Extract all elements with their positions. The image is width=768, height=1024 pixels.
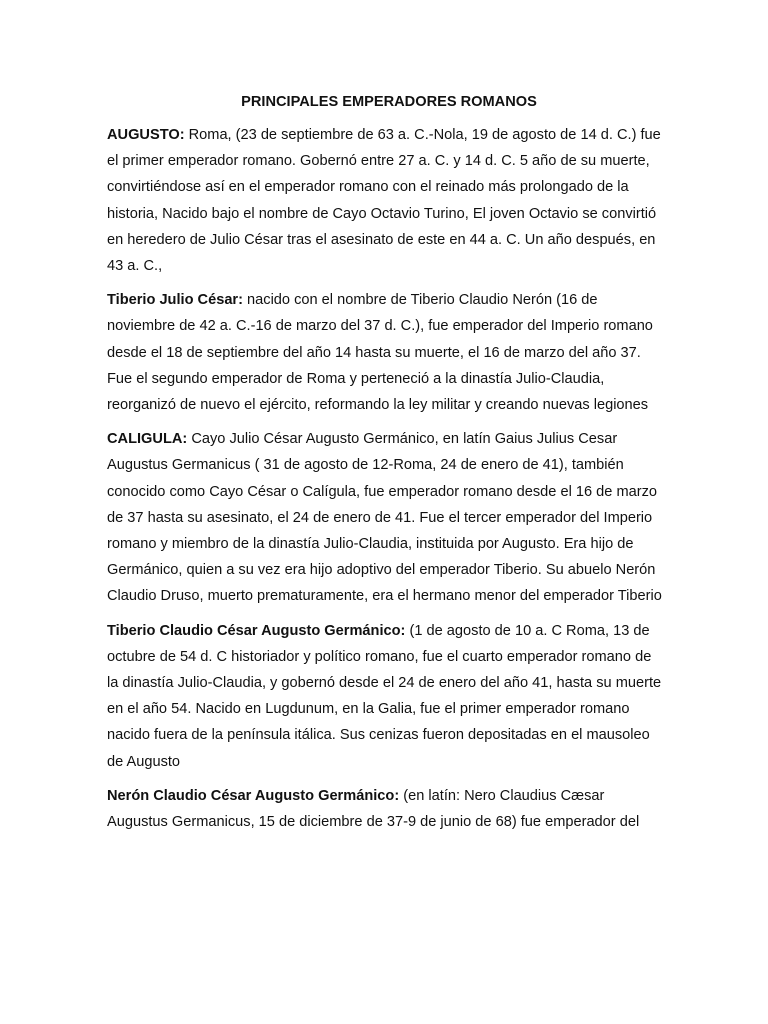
entry-text: Cayo Julio César Augusto Germánico, en latín Gaius Julius Cesar Augustus Germanicus ( 31 de agosto de 12-Roma, 24 de enero de 41), también conocido como Cayo César o Calígula, fue emperador romano desde el 16 de marzo de 37 hasta su asesinato, el 24 de enero de 41. Fue el tercer emperador del Imperio romano y miembro de la dinastía Julio-Claudia, instituida por Augusto. Era hijo de Germánico, quien a su vez era hijo adoptivo del emperador Tiberio. Su abuelo Nerón Claudio Druso, muerto prematuramente, era el hermano menor del emperador Tiberio [107,431,662,605]
entry-tiberio [107,287,663,418]
entry-text: nacido con el nombre de Tiberio Claudio Nerón (16 de noviembre de 42 a. C.-16 de marzo del 37 d. C.), fue emperador del Imperio romano desde el 18 de septiembre del año 14 hasta su muerte, el 16 de marzo del año 37. Fue el segundo emperador de Roma y perteneció a la dinastía Julio-Claudia, reorganizó de nuevo el ejército, reformando la ley militar y creando nuevas legiones [107,292,653,414]
entry-text: Roma, (23 de septiembre de 63 a. C.-Nola, 19 de agosto de 14 d. C.) fue el primer emperador romano. Gobernó entre 27 a. C. y 14 d. C. 5 año de su muerte, convirtiéndose así en el emperador romano con el reinado más prolongado de la historia, Nacido bajo el nombre de Cayo Octavio Turino, El joven Octavio se convirtió en heredero de Julio César tras el asesinato de este en 44 a. C. Un año después, en 43 a. C., [107,127,661,275]
entry-augusto [107,122,663,279]
entry-claudio [107,618,663,775]
entry-name: Tiberio Julio César: [107,292,243,309]
entry-text: (en latín: Nero Claudius Cæsar Augustus Germanicus, 15 de diciembre de 37-9 de junio de 68) fue emperador del [107,787,640,831]
entry-neron [107,783,663,835]
entry-text: (1 de agosto de 10 a. C Roma, 13 de octubre de 54 d. C historiador y político romano, fue el cuarto emperador romano de la dinastía Julio-Claudia, y gobernó desde el 24 de enero del año 41, hasta su muerte en el año 54. Nacido en Lugdunum, en la Galia, fue el primer emperador romano nacido fuera de la península itálica. Sus cenizas fueron depositadas en el mausoleo de Augusto [107,622,662,770]
entry-caligula [107,426,663,609]
entry-name: CALIGULA: [107,431,188,448]
entry-name: Nerón Claudio César Augusto Germánico: [107,787,400,804]
document-title: PRINCIPALES EMPERADORES ROMANOS [241,94,537,110]
entry-name: Tiberio Claudio César Augusto Germánico: [107,622,406,639]
entry-name: AUGUSTO: [107,127,185,143]
document-page [107,92,663,843]
